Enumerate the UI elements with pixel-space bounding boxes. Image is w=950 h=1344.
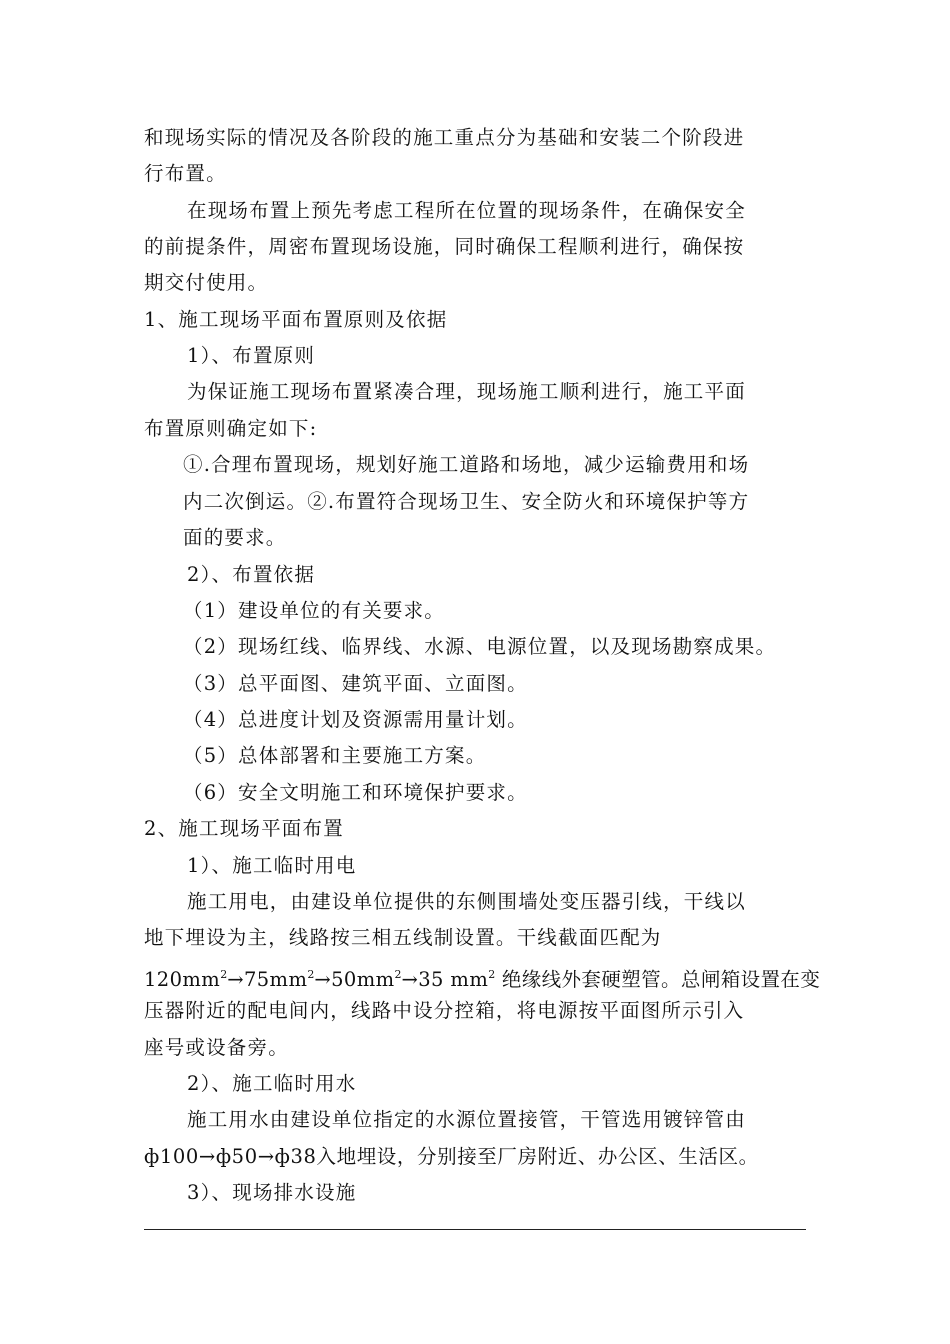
- paragraph-line: 地下埋设为主，线路按三相五线制设置。干线截面匹配为: [144, 926, 662, 949]
- cable-size-2: →75mm: [227, 968, 308, 991]
- superscript: 2: [307, 968, 315, 981]
- subsection-heading: 1）、施工临时用电: [187, 854, 357, 877]
- superscript: 2: [488, 968, 496, 981]
- paragraph-line: 行布置。: [144, 162, 227, 185]
- paragraph-line: 座号或设备旁。: [144, 1036, 289, 1059]
- paragraph-line: 布置原则确定如下:: [144, 417, 318, 440]
- cable-size-4: →35 mm: [401, 968, 489, 991]
- paragraph-line: 面的要求。: [183, 526, 287, 549]
- section-heading: 1、施工现场平面布置原则及依据: [144, 308, 448, 331]
- paragraph-line: ①.合理布置现场，规划好施工道路和场地，减少运输费用和场: [183, 453, 750, 476]
- subsection-heading: 2）、施工临时用水: [187, 1072, 357, 1095]
- paragraph-line: 期交付使用。: [144, 271, 269, 294]
- paragraph-line: 为保证施工现场布置紧凑合理，现场施工顺利进行，施工平面: [187, 380, 746, 403]
- cable-spec-text: 绝缘线外套硬塑管。总闸箱设置在变: [495, 968, 821, 991]
- cable-size-3: →50mm: [314, 968, 395, 991]
- paragraph-line: 施工用电，由建设单位提供的东侧围墙处变压器引线，干线以: [187, 890, 746, 913]
- paragraph-line: 的前提条件，周密布置现场设施，同时确保工程顺利进行，确保按: [144, 235, 745, 258]
- superscript: 2: [394, 968, 402, 981]
- subsection-heading: 1）、布置原则: [187, 344, 316, 367]
- footer-divider: [144, 1229, 806, 1230]
- paragraph-line: 和现场实际的情况及各阶段的施工重点分为基础和安装二个阶段进: [144, 126, 745, 149]
- list-item: （2）现场红线、临界线、水源、电源位置，以及现场勘察成果。: [183, 635, 777, 658]
- cable-size-1: 120mm: [144, 968, 221, 991]
- subsection-heading: 2）、布置依据: [187, 563, 316, 586]
- section-heading: 2、施工现场平面布置: [144, 817, 344, 840]
- paragraph-line: 在现场布置上预先考虑工程所在位置的现场条件，在确保安全: [187, 199, 746, 222]
- list-item: （3）总平面图、建筑平面、立面图。: [183, 672, 528, 695]
- superscript: 2: [220, 968, 228, 981]
- paragraph-line: 施工用水由建设单位指定的水源位置接管，干管选用镀锌管由: [187, 1108, 746, 1131]
- cable-spec-line: [144, 962, 820, 993]
- paragraph-line: 内二次倒运。②.布置符合现场卫生、安全防火和环境保护等方: [183, 490, 750, 513]
- subsection-heading: 3）、现场排水设施: [187, 1181, 357, 1204]
- paragraph-line: ф100→ф50→ф38入地埋设，分别接至厂房附近、办公区、生活区。: [144, 1145, 759, 1168]
- list-item: （6）安全文明施工和环境保护要求。: [183, 781, 528, 804]
- paragraph-line: 压器附近的配电间内，线路中设分控箱，将电源按平面图所示引入: [144, 999, 745, 1022]
- list-item: （5）总体部署和主要施工方案。: [183, 744, 487, 767]
- list-item: （1）建设单位的有关要求。: [183, 599, 446, 622]
- list-item: （4）总进度计划及资源需用量计划。: [183, 708, 528, 731]
